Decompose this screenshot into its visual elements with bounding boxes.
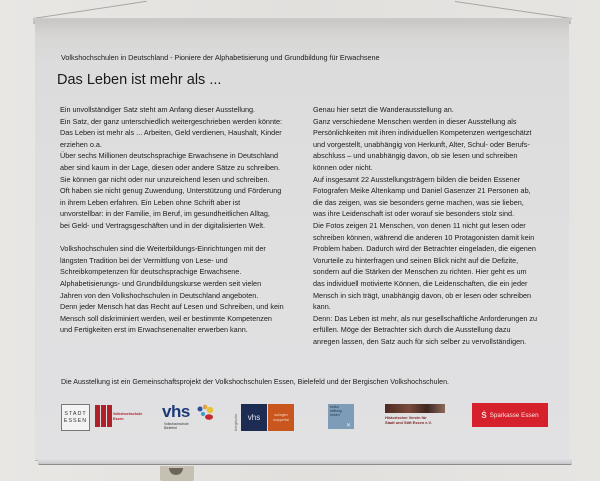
vhs-bielefeld-subtitle: Volkshochschule Bielefeld xyxy=(164,422,189,430)
bergische-vhs-side-label: bergische xyxy=(233,413,238,431)
text-line: und vorgestellt, unabhängig von Herkunft, Alter, Schul- oder Berufs- xyxy=(313,139,530,149)
bergische-vhs-cities: solingen wuppertal xyxy=(268,404,294,431)
text-line: das individuell motivierte Können, die Leidenschaften, die ein jeder xyxy=(313,278,528,288)
text-line: Persönlichkeiten mit ihren individuellen Kompetenzen wertgeschätzt xyxy=(313,128,532,138)
vhs-essen-logo-text: Volkshochschule Essen xyxy=(113,412,143,421)
text-line: Das Leben ist mehr als ... Arbeiten, Geld verdienen, Haushalt, Kinder xyxy=(60,128,282,138)
text-line: Genau hier setzt die Wanderausstellung an. xyxy=(313,105,454,114)
text-line: Vorurteile zu hinterfragen und seinen Blick nicht auf die Defizite, xyxy=(313,255,519,265)
text-line: sondern auf die Stärken der Menschen zu richten. Hier geht es um xyxy=(313,267,527,277)
vhs-bielefeld-dots-icon xyxy=(196,404,214,422)
bergische-vhs-logo: vhs xyxy=(241,404,267,431)
bottom-rod xyxy=(38,458,572,465)
text-line: schreiben können, während die anderen 10 Protagonisten damit kein xyxy=(313,232,535,242)
text-line: Oft haben sie nicht genug Zuwendung, Unterstützung und Förderung xyxy=(60,186,282,196)
text-line: und Fertigkeiten erst im Erwachsenenalter erwerben kann. xyxy=(60,325,248,335)
banner-title: Das Leben ist mehr als ... xyxy=(57,72,222,88)
banner-footer: Die Ausstellung ist ein Gemeinschaftsprojekt der Volkshochschulen Essen, Bielefeld und der Bergischen Volkshochschulen. xyxy=(61,378,450,386)
historischer-verein-logo: Historischer Verein für Stadt und Stift Essen e.V. xyxy=(385,415,432,425)
kulturstiftung-essen-logo: kultur stiftung essen ✕ xyxy=(328,404,354,429)
banner-subtitle: Volkshochschulen in Deutschland - Pioniere der Alphabetisierung und Grundbildung für Erwachsene xyxy=(61,53,380,62)
text-line: in ihrem Leben erfahren. Ein Leben ohne Schrift aber ist xyxy=(60,197,241,207)
stadt-essen-logo: STADT ESSEN xyxy=(61,404,90,431)
text-line: was ihre Leidenschaft ist oder worauf sie besonders stolz sind. xyxy=(313,209,515,219)
right-text-column xyxy=(313,104,561,347)
text-line: Denn jeder Mensch hat das Recht auf Lesen und Schreiben, und kein xyxy=(60,302,284,312)
text-line: Ein Satz, der ganz unterschiedlich weitergeschrieben werden könnte: xyxy=(60,116,283,126)
sparkasse-essen-logo: Ṡ Sparkasse Essen xyxy=(472,403,548,427)
text-line: kann. xyxy=(313,302,331,312)
text-line: Alphabetisierungs- und Grundbildungskurse werden seit vielen xyxy=(60,278,262,288)
text-line: aber sind kaum in der Lage, diesen oder andere Sätze zu schreiben. xyxy=(60,162,281,172)
text-line: abschluss – und unabhängig davon, ob sie lesen und schreiben xyxy=(313,151,518,161)
text-line: anregen lassen, den Satz auch für sich selber zu vervollständigen. xyxy=(313,336,527,346)
text-line: Problem haben. Dadurch wird der Betrachter eingeladen, die eigenen xyxy=(313,244,536,254)
text-line: können oder nicht. xyxy=(313,162,373,172)
text-line: die das zeigen, was sie besonders gerne machen, was sie lieben, xyxy=(313,197,524,207)
vhs-essen-logo-icon xyxy=(95,405,112,427)
text-line: Auf insgesamt 22 Ausstellungsträgern bilden die beiden Essener xyxy=(313,174,521,184)
text-line: Mensch in sich trägt, unabhängig davon, ob er lesen oder schreiben xyxy=(313,290,532,300)
historischer-verein-image xyxy=(385,404,445,413)
text-line: erfüllen. Möge der Betrachter sich durch die Ausstellung dazu xyxy=(313,325,511,335)
left-text-column xyxy=(60,104,308,336)
text-line: Denn: Das Leben ist mehr, als nur gesellschaftliche Anforderungen zu xyxy=(313,313,538,323)
sparkasse-s-icon: Ṡ xyxy=(481,410,487,420)
text-line: erziehen o.a. xyxy=(60,139,102,149)
text-line: Jahren von den Volkshochschulen in Deutschland angeboten. xyxy=(60,290,259,300)
text-line: Die Fotos zeigen 21 Menschen, von denen 11 nicht gut lesen oder xyxy=(313,220,526,230)
text-line: bei Geld- und Vertragsgeschäften und in der digitalisierten Welt. xyxy=(60,220,266,230)
text-line: Sie können gar nicht oder nur unzureichend lesen und schreiben. xyxy=(60,174,270,184)
text-line: Fotografen Meike Altenkamp und Daniel Gasenzer 21 Personen ab, xyxy=(313,186,531,196)
vhs-bielefeld-logo: vhs xyxy=(162,402,190,421)
text-line: unvorstellbar: in der Familie, im Beruf, im gesundheitlichen Alltag, xyxy=(60,209,270,219)
text-line: Über sechs Millionen deutschsprachige Erwachsene in Deutschland xyxy=(60,151,279,161)
text-line: Ganz verschiedene Menschen werden in dieser Ausstellung als xyxy=(313,116,517,126)
text-line: Schreibkompetenzen für deutschsprachige Erwachsene. xyxy=(60,267,242,277)
kulturstiftung-cross-icon: ✕ xyxy=(345,423,351,429)
text-line: Ein unvollständiger Satz steht am Anfang dieser Ausstellung. xyxy=(60,105,256,114)
text-line: längsten Tradition bei der Vermittlung von Lese- und xyxy=(60,255,228,265)
text-line: Volkshochschulen sind die Weiterbildungs-Einrichtungen mit der xyxy=(60,244,266,254)
text-line: Mensch soll diskriminiert werden, weil er bestimmte Kompetenzen xyxy=(60,313,272,323)
